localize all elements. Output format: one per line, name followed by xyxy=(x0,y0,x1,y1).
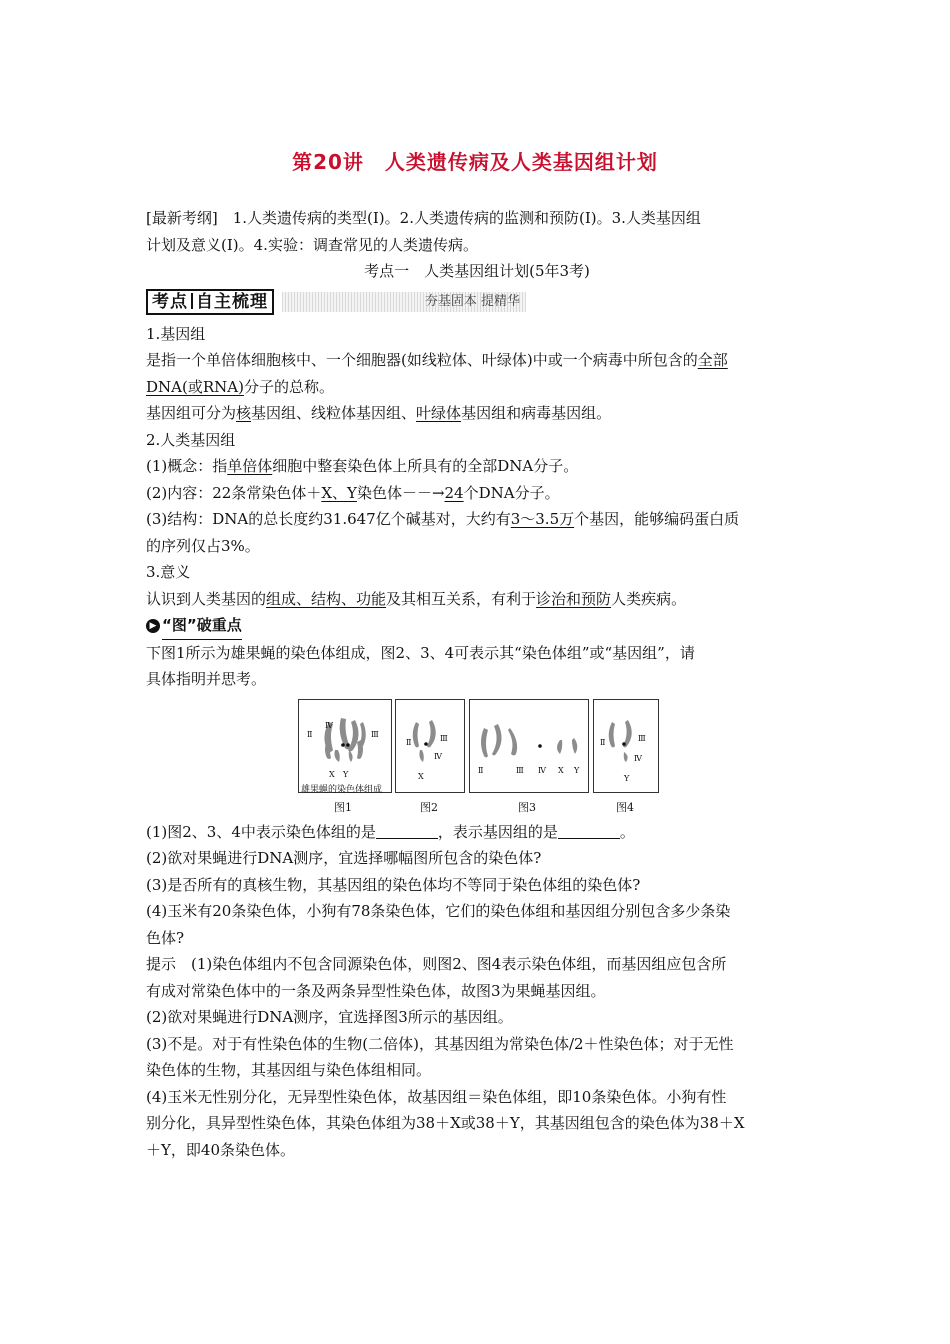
s3-line: 认识到人类基因的组成、结构、功能及其相互关系，有利于诊治和预防人类疾病。 xyxy=(146,589,687,608)
answer-1-cont: 有成对常染色体中的一条及两条异型性染色体，故图3为果蝇基因组。 xyxy=(146,981,606,1000)
answer-4: (4)玉米无性别分化，无异型性染色体，故基因组＝染色体组，即10条染色体。小狗有性 xyxy=(146,1087,727,1106)
label-fig2-x: X xyxy=(418,771,424,781)
syllabus-tag: [最新考纲] xyxy=(146,209,218,227)
fig3-chromosomes xyxy=(470,700,588,792)
s1-line-2: DNA(或RNA)分子的总称。 xyxy=(146,377,334,396)
figure-3 xyxy=(469,699,589,793)
section-banner xyxy=(146,289,808,315)
label-fig2-iv: Ⅳ xyxy=(434,751,442,761)
syllabus-line-1: [最新考纲] 1.人类遗传病的类型(Ⅰ)。2.人类遗传病的监测和预防(Ⅰ)。3.人类基因组 xyxy=(146,209,701,227)
section-heading: 考点一 人类基因组计划(5年3考) xyxy=(364,262,590,280)
intro-line-1: 下图1所示为雄果蝇的染色体组成，图2、3、4可表示其“染色体组”或“基因组”，请 xyxy=(146,643,695,662)
key-point-heading: ▶ “图”破重点 xyxy=(146,612,808,640)
answer-3-cont: 染色体的生物，其基因组与染色体组相同。 xyxy=(146,1061,432,1079)
answer-4-cont-2: ＋Y，即40条染色体。 xyxy=(146,1140,295,1159)
caption-fig3: 图3 xyxy=(518,800,536,814)
s2-structure: (3)结构：DNA的总长度约31.647亿个碱基对，大约有3～3.5万个基因，能够编码蛋白质 xyxy=(146,510,740,528)
banner-slogan: 夯基固本 提精华 xyxy=(282,292,526,312)
caption-fig2: 图2 xyxy=(420,800,438,814)
label-fig1-x: X xyxy=(329,769,335,779)
label-fig3-x: X xyxy=(558,765,564,775)
answer-blank-1[interactable] xyxy=(376,822,438,839)
answer-3: (3)不是。对于有性染色体的生物(二倍体)，其基因组为常染色体/2＋性染色体；对于无性 xyxy=(146,1034,734,1053)
question-1: (1)图2、3、4中表示染色体组的是 ，表示基因组的是 。 xyxy=(146,822,635,841)
intro-line-2: 具体指明并思考。 xyxy=(146,670,267,688)
caption-fig4: 图4 xyxy=(616,800,634,814)
question-4: (4)玉米有20条染色体，小狗有78条染色体，它们的染色体组和基因组分别包含多少条染 xyxy=(146,902,731,920)
label-fig1-iv: Ⅳ xyxy=(325,720,333,730)
banner-tag: 考点 自主梳理 xyxy=(146,289,274,315)
label-fig3-iv: Ⅳ xyxy=(538,765,546,775)
figure-1 xyxy=(298,699,392,793)
chromosome-figures xyxy=(146,699,808,815)
syllabus-line-2: 计划及意义(Ⅰ)。4.实验：调查常见的人类遗传病。 xyxy=(146,235,478,254)
answer-4-cont: 别分化，具异型性染色体，其染色体组为38＋X或38＋Y，其基因组包含的染色体为38＋X xyxy=(146,1114,745,1132)
s3-head: 3.意义 xyxy=(146,563,191,581)
label-fig3-iii: Ⅲ xyxy=(516,765,524,775)
lesson-title: 第20讲 人类遗传病及人类基因组计划 xyxy=(292,150,658,174)
label-fig4-ii: Ⅱ xyxy=(600,737,606,747)
label-fig1-ii: Ⅱ xyxy=(307,729,313,739)
s2-concept: (1)概念：指单倍体细胞中整套染色体上所具有的全部DNA分子。 xyxy=(146,457,579,475)
label-fig4-y: Y xyxy=(624,773,630,783)
answer-1: 提示 (1)染色体组内不包含同源染色体，则图2、图4表示染色体组，而基因组应包含所 xyxy=(146,955,727,973)
s1-head: 1.基因组 xyxy=(146,324,206,343)
document-body xyxy=(146,205,808,1163)
label-fig4-iii: Ⅲ xyxy=(638,733,646,743)
caption-fig1: 图1 xyxy=(334,800,352,814)
label-fig4-iv: Ⅳ xyxy=(634,753,642,763)
label-fig2-ii: Ⅱ xyxy=(406,737,412,747)
s1-line-1: 是指一个单倍体细胞核中、一个细胞器(如线粒体、叶绿体)中或一个病毒中所包含的全部 xyxy=(146,351,728,369)
label-fig1-y: Y xyxy=(343,769,349,779)
label-fig1-iii: Ⅲ xyxy=(371,729,379,739)
question-4-cont: 色体? xyxy=(146,928,185,947)
answer-blank-2[interactable] xyxy=(558,822,620,839)
question-3: (3)是否所有的真核生物，其基因组的染色体均不等同于染色体组的染色体? xyxy=(146,875,641,894)
label-fig2-iii: Ⅲ xyxy=(440,733,448,743)
s1-line-3: 基因组可分为核基因组、线粒体基因组、叶绿体基因组和病毒基因组。 xyxy=(146,404,612,422)
label-fig3-y: Y xyxy=(574,765,580,775)
s2-content: (2)内容：22条常染色体＋X、Y染色体－－→24个DNA分子。 xyxy=(146,483,560,502)
s2-structure-2: 的序列仅占3%。 xyxy=(146,536,260,555)
fig1-note: 雄果蝇的染色体组成 xyxy=(301,784,383,795)
s2-head: 2.人类基因组 xyxy=(146,430,236,449)
question-2: (2)欲对果蝇进行DNA测序，宜选择哪幅图所包含的染色体? xyxy=(146,849,542,867)
play-icon: ▶ xyxy=(146,619,160,633)
figure-2 xyxy=(395,699,465,793)
answer-2: (2)欲对果蝇进行DNA测序，宜选择图3所示的基因组。 xyxy=(146,1008,513,1026)
figure-4 xyxy=(593,699,659,793)
label-fig3-ii: Ⅱ xyxy=(478,765,484,775)
